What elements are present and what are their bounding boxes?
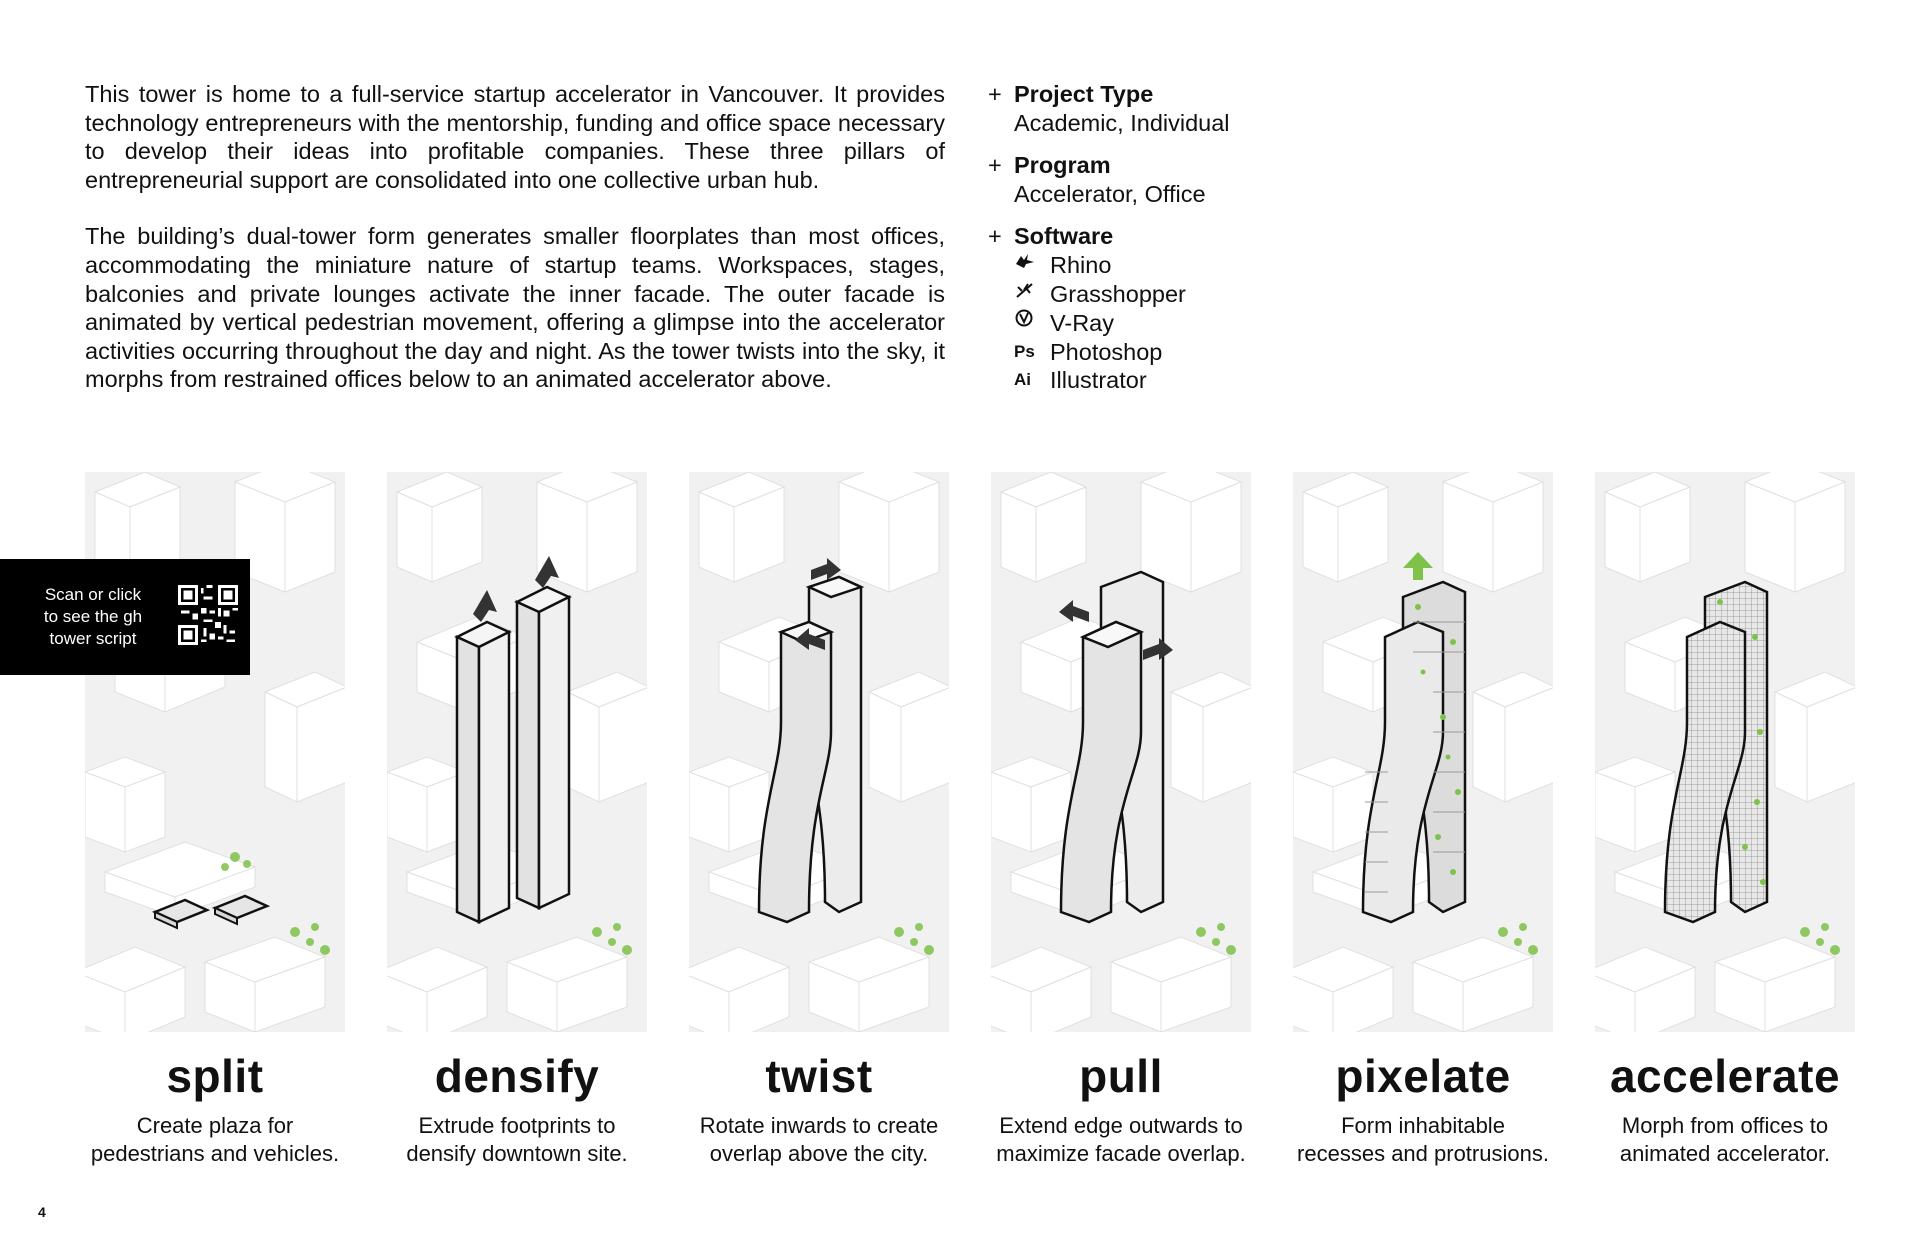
stage-desc-line: Extrude footprints to xyxy=(418,1113,616,1138)
stage-desc xyxy=(1273,1112,1573,1168)
stage-desc-line: densify downtown site. xyxy=(406,1141,628,1166)
plus-icon: + xyxy=(988,152,1002,179)
grasshopper-icon xyxy=(1014,280,1050,309)
page-number: 4 xyxy=(38,1204,46,1220)
stage-desc-line: Create plaza for xyxy=(136,1113,294,1138)
software-item-photoshop xyxy=(988,338,1348,367)
spec-title: Software xyxy=(1014,223,1114,250)
stage-desc xyxy=(65,1112,365,1168)
qr-caption-line: Scan or click xyxy=(44,585,142,604)
diagram-pixelate xyxy=(1293,472,1553,1032)
software-item-grasshopper xyxy=(988,280,1348,309)
stage-desc-line: pedestrians and vehicles. xyxy=(90,1141,340,1166)
stage-desc xyxy=(971,1112,1271,1168)
stage-pixelate xyxy=(1273,1048,1573,1168)
stage-desc-line: overlap above the city. xyxy=(709,1141,929,1166)
stage-desc-line: Rotate inwards to create xyxy=(699,1113,939,1138)
stage-desc-line: Form inhabitable xyxy=(1341,1113,1505,1138)
diagram-densify xyxy=(387,472,647,1032)
qr-caption-line: to see the gh xyxy=(43,607,143,626)
software-label: Photoshop xyxy=(1050,338,1163,365)
software-label: Illustrator xyxy=(1050,367,1147,394)
plus-icon: + xyxy=(988,223,1002,250)
software-item-vray xyxy=(988,308,1348,338)
stage-pull xyxy=(971,1048,1271,1168)
spec-title: Project Type xyxy=(1014,81,1154,107)
diagram-pull xyxy=(991,472,1251,1032)
project-specs xyxy=(988,80,1348,409)
software-item-rhino xyxy=(988,251,1348,280)
qr-callout[interactable] xyxy=(0,559,250,675)
stage-accelerate xyxy=(1575,1048,1875,1168)
stage-title: accelerate xyxy=(1609,1050,1841,1102)
plus-icon: + xyxy=(988,81,1002,107)
software-item-illustrator xyxy=(988,366,1348,395)
intro-paragraph-2: The building’s dual-tower form generates smaller floorplates than most offices, accommodating the miniature nature of startup teams. Workspaces, stages, balconies and private lounges activate the inner facade. The outer facade is animated by vertical pedestrian movement, offering a glimpse into the accelerator activities occurring throughout the day and night. As the tower twists into the sky, it morphs from restrained offices below to an animated accelerator above. xyxy=(85,223,945,393)
stage-title: pull xyxy=(1079,1050,1163,1102)
intro-paragraph-1: This tower is home to a full-service startup accelerator in Vancouver. It provides technology entrepreneurs with the mentorship, funding and office space necessary to develop their ideas into profitable companies. These three pillars of entrepreneurial support are consolidated into one collective urban hub. xyxy=(85,81,945,193)
stage-desc xyxy=(669,1112,969,1168)
stage-desc-line: recesses and protrusions. xyxy=(1297,1141,1549,1166)
spec-project-type xyxy=(988,80,1348,137)
stage-desc-line: maximize facade overlap. xyxy=(996,1141,1246,1166)
stage-twist xyxy=(669,1048,969,1168)
stage-desc-line: animated accelerator. xyxy=(1619,1141,1831,1166)
software-label: Rhino xyxy=(1050,251,1112,278)
rhino-icon xyxy=(1014,251,1050,280)
spec-value: Academic, Individual xyxy=(1014,109,1230,136)
stage-title: twist xyxy=(765,1050,873,1102)
spec-title: Program xyxy=(1014,152,1111,179)
software-label: Grasshopper xyxy=(1050,280,1186,307)
stage-desc-line: Extend edge outwards to xyxy=(999,1113,1243,1138)
stage-title: densify xyxy=(434,1050,600,1102)
diagram-split xyxy=(85,472,345,1032)
stage-title: split xyxy=(166,1050,264,1102)
spec-program xyxy=(988,151,1348,208)
stage-densify xyxy=(367,1048,667,1168)
qr-caption-line: tower script xyxy=(49,629,137,648)
diagram-twist xyxy=(689,472,949,1032)
photoshop-icon: Ps xyxy=(1014,341,1035,361)
intro-text xyxy=(85,80,945,422)
diagram-accelerate xyxy=(1595,472,1855,1032)
software-label: V-Ray xyxy=(1050,309,1114,336)
qr-caption xyxy=(18,584,168,650)
stage-desc xyxy=(1575,1112,1875,1168)
illustrator-icon: Ai xyxy=(1014,370,1031,390)
spec-value: Accelerator, Office xyxy=(1014,180,1206,207)
spec-software xyxy=(988,222,1348,395)
vray-icon xyxy=(1014,308,1050,338)
stage-title: pixelate xyxy=(1335,1050,1511,1102)
stage-desc xyxy=(367,1112,667,1168)
stage-split xyxy=(65,1048,365,1168)
qr-code-icon[interactable] xyxy=(178,585,238,650)
stage-desc-line: Morph from offices to xyxy=(1621,1113,1829,1138)
